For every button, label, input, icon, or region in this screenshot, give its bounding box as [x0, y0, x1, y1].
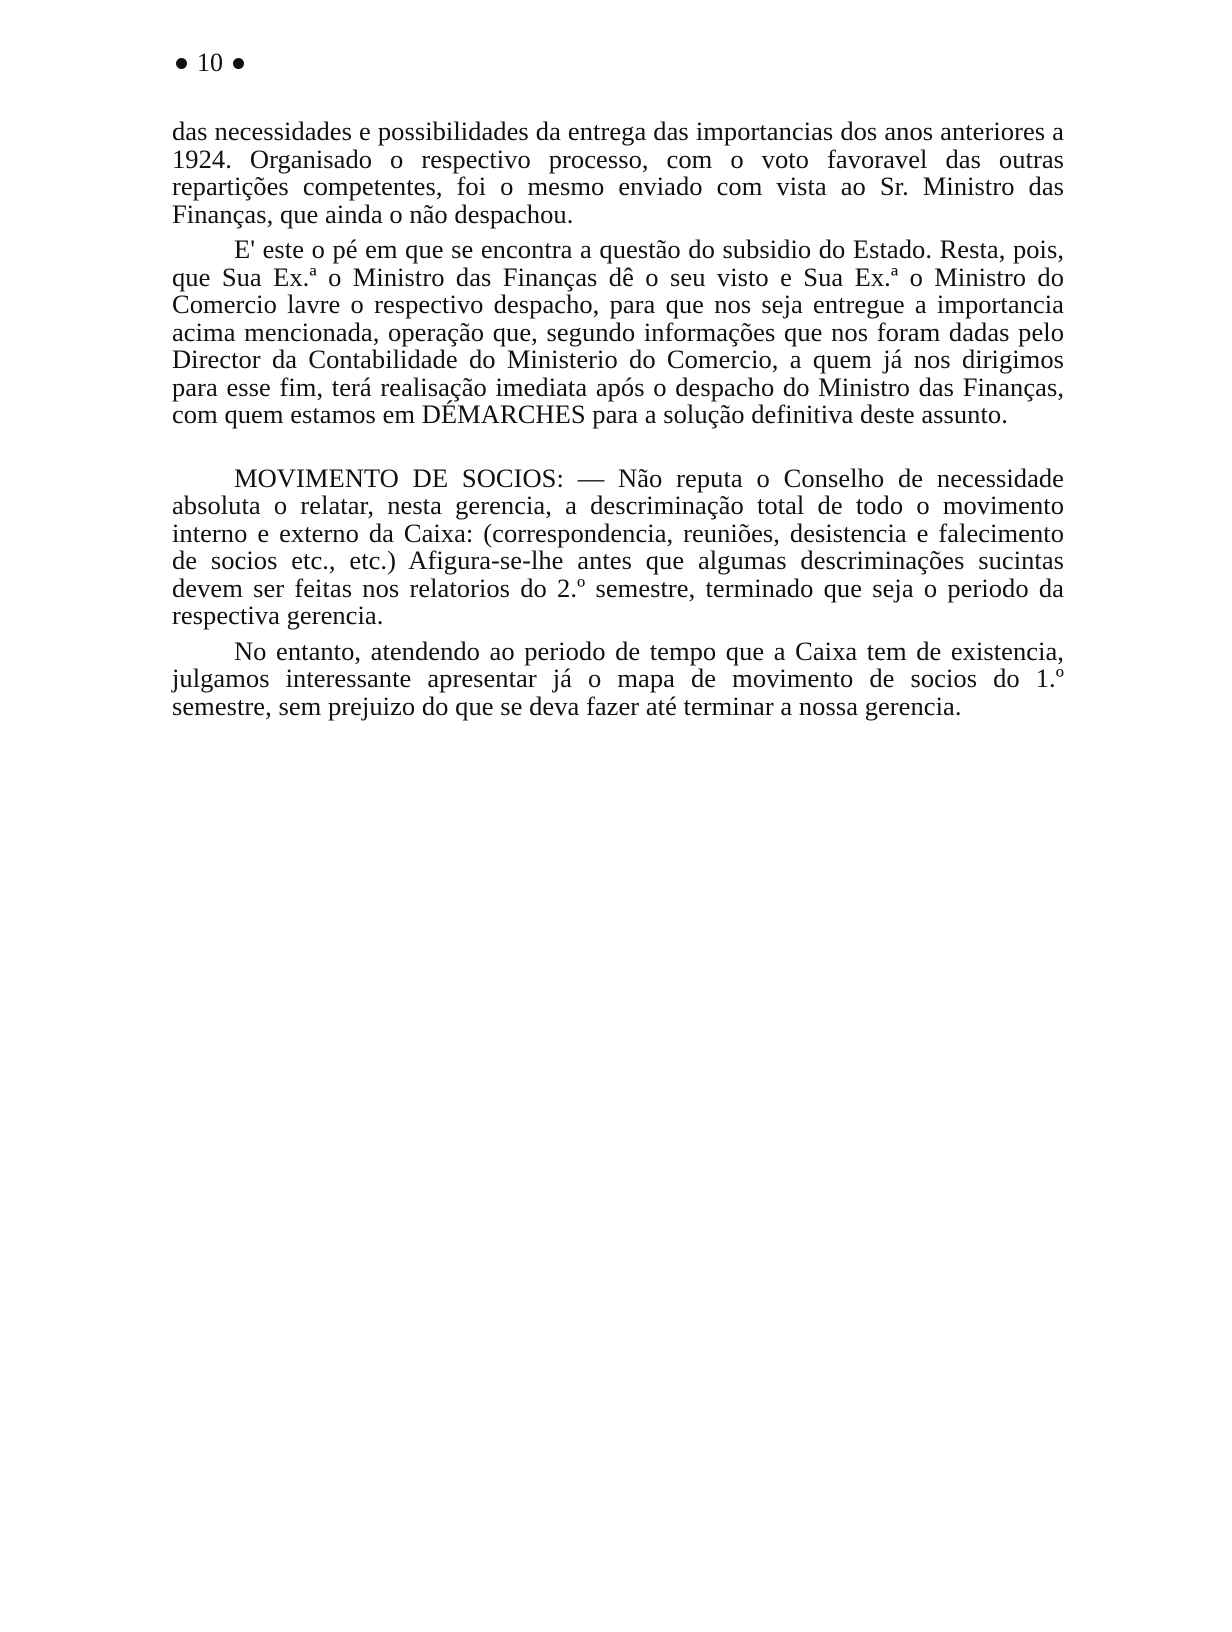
- page-number: 10: [197, 48, 223, 77]
- paragraph-subsidio: E' este o pé em que se encontra a questão do subsidio do Estado. Resta, pois, que Sua Ex.ª o Ministro das Finanças dê o seu visto e Sua Ex.ª o Ministro do Comercio lavre o respectivo despacho, para que nos seja entregue a importancia acima mencionada, operação que, segundo informações que nos foram dadas pelo Director da Contabilidade do Ministerio do Comercio, a quem já nos dirigimos para esse fim, terá realisação imediata após o despacho do Ministro das Finanças, com quem estamos em DÉMARCHES para a solução definitiva deste assunto.: [172, 234, 1064, 429]
- bullet-dot-icon: [176, 58, 187, 69]
- bullet-dot-icon: [233, 58, 244, 69]
- paragraph-movimento-de-socios: MOVIMENTO DE SOCIOS: — Não reputa o Conselho de necessidade absoluta o relatar, nesta gerencia, a descriminação total de todo o movimento interno e externo da Caixa: (correspondencia, reuniões, desistencia e falecimento de socios etc., etc.) Afigura-se-lhe antes que algumas descriminações sucintas devem ser feitas nos relatorios do 2.º semestre, terminado que seja o periodo da respectiva gerencia.: [172, 462, 1064, 630]
- body-text: [172, 118, 1064, 720]
- page-header: [176, 48, 244, 78]
- paragraph-mapa-de-movimento: No entanto, atendendo ao periodo de tempo que a Caixa tem de existencia, julgamos interessante apresentar já o mapa de movimento de socios do 1.º semestre, sem prejuizo do que se deva fazer até terminar a nossa gerencia.: [172, 635, 1064, 721]
- paragraph-continuation: das necessidades e possibilidades da entrega das importancias dos anos anteriores a 1924. Organisado o respectivo processo, com o voto favoravel das outras repartições competentes, foi o mesmo enviado com vista ao Sr. Ministro das Finanças, que ainda o não despachou.: [172, 116, 1064, 229]
